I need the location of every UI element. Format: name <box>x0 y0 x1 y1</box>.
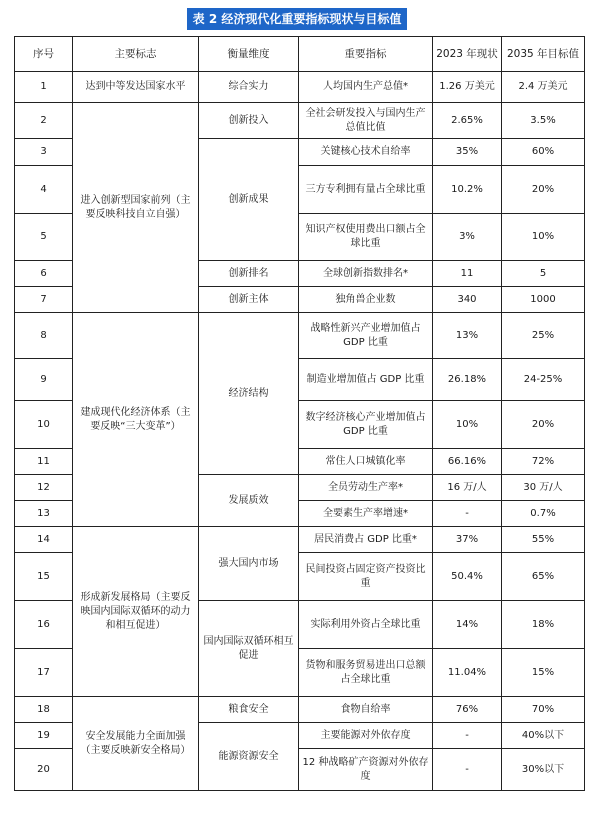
dimension-cell: 创新主体 <box>199 287 299 313</box>
target-value: 65% <box>502 553 585 601</box>
indicator-cell: 三方专利拥有量占全球比重 <box>299 166 433 214</box>
indicator-cell: 实际利用外资占全球比重 <box>299 601 433 649</box>
current-value: - <box>433 501 502 527</box>
current-value: 11 <box>433 261 502 287</box>
table-row <box>15 103 585 139</box>
row-number: 11 <box>15 449 73 475</box>
indicator-cell: 全员劳动生产率* <box>299 475 433 501</box>
indicator-cell: 民间投资占固定资产投资比重 <box>299 553 433 601</box>
main-mark-cell: 形成新发展格局（主要反映国内国际双循环的动力和相互促进） <box>73 527 199 697</box>
dimension-cell: 能源资源安全 <box>199 723 299 791</box>
indicator-cell: 独角兽企业数 <box>299 287 433 313</box>
current-value: - <box>433 749 502 791</box>
indicator-cell: 全社会研发投入与国内生产总值比值 <box>299 103 433 139</box>
current-value: 50.4% <box>433 553 502 601</box>
row-number: 17 <box>15 649 73 697</box>
main-mark-cell: 进入创新型国家前列（主要反映科技自立自强） <box>73 103 199 313</box>
row-number: 7 <box>15 287 73 313</box>
indicator-cell: 制造业增加值占 GDP 比重 <box>299 359 433 401</box>
header-cell: 衡量维度 <box>199 37 299 72</box>
current-value: 13% <box>433 313 502 359</box>
indicator-cell: 人均国内生产总值* <box>299 72 433 103</box>
indicator-cell: 关键核心技术自给率 <box>299 139 433 166</box>
current-value: - <box>433 723 502 749</box>
target-value: 3.5% <box>502 103 585 139</box>
target-value: 72% <box>502 449 585 475</box>
row-number: 3 <box>15 139 73 166</box>
indicator-cell: 全球创新指数排名* <box>299 261 433 287</box>
target-value: 0.7% <box>502 501 585 527</box>
row-number: 19 <box>15 723 73 749</box>
dimension-cell: 综合实力 <box>199 72 299 103</box>
current-value: 37% <box>433 527 502 553</box>
target-value: 30 万/人 <box>502 475 585 501</box>
table-row <box>15 72 585 103</box>
table-row <box>15 697 585 723</box>
table-row <box>15 527 585 553</box>
target-value: 1000 <box>502 287 585 313</box>
row-number: 14 <box>15 527 73 553</box>
target-value: 10% <box>502 214 585 261</box>
dimension-cell: 经济结构 <box>199 313 299 475</box>
current-value: 10.2% <box>433 166 502 214</box>
table-title-bar <box>0 8 594 30</box>
row-number: 5 <box>15 214 73 261</box>
row-number: 16 <box>15 601 73 649</box>
header-cell: 序号 <box>15 37 73 72</box>
target-value: 60% <box>502 139 585 166</box>
dimension-cell: 创新成果 <box>199 139 299 261</box>
current-value: 35% <box>433 139 502 166</box>
target-value: 40%以下 <box>502 723 585 749</box>
row-number: 1 <box>15 72 73 103</box>
row-number: 18 <box>15 697 73 723</box>
indicator-cell: 12 种战略矿产资源对外依存度 <box>299 749 433 791</box>
target-value: 24-25% <box>502 359 585 401</box>
target-value: 70% <box>502 697 585 723</box>
current-value: 1.26 万美元 <box>433 72 502 103</box>
dimension-cell: 强大国内市场 <box>199 527 299 601</box>
current-value: 2.65% <box>433 103 502 139</box>
target-value: 15% <box>502 649 585 697</box>
target-value: 55% <box>502 527 585 553</box>
target-value: 5 <box>502 261 585 287</box>
indicator-cell: 货物和服务贸易进出口总额占全球比重 <box>299 649 433 697</box>
indicator-cell: 战略性新兴产业增加值占 GDP 比重 <box>299 313 433 359</box>
dimension-cell: 创新排名 <box>199 261 299 287</box>
target-value: 30%以下 <box>502 749 585 791</box>
main-mark-cell: 安全发展能力全面加强（主要反映新安全格局） <box>73 697 199 791</box>
header-cell: 2035 年目标值 <box>502 37 585 72</box>
current-value: 66.16% <box>433 449 502 475</box>
dimension-cell: 创新投入 <box>199 103 299 139</box>
indicator-cell: 主要能源对外依存度 <box>299 723 433 749</box>
header-cell: 主要标志 <box>73 37 199 72</box>
table-title: 表 2 经济现代化重要指标现状与目标值 <box>187 8 408 30</box>
row-number: 20 <box>15 749 73 791</box>
row-number: 12 <box>15 475 73 501</box>
row-number: 6 <box>15 261 73 287</box>
main-mark-cell: 建成现代化经济体系（主要反映“三大变革”） <box>73 313 199 527</box>
header-cell: 重要指标 <box>299 37 433 72</box>
row-number: 15 <box>15 553 73 601</box>
row-number: 8 <box>15 313 73 359</box>
indicator-cell: 全要素生产率增速* <box>299 501 433 527</box>
target-value: 18% <box>502 601 585 649</box>
indicator-cell: 数字经济核心产业增加值占 GDP 比重 <box>299 401 433 449</box>
current-value: 340 <box>433 287 502 313</box>
target-value: 20% <box>502 401 585 449</box>
row-number: 13 <box>15 501 73 527</box>
indicator-cell: 居民消费占 GDP 比重* <box>299 527 433 553</box>
current-value: 14% <box>433 601 502 649</box>
current-value: 3% <box>433 214 502 261</box>
current-value: 26.18% <box>433 359 502 401</box>
indicator-table <box>14 36 585 791</box>
current-value: 76% <box>433 697 502 723</box>
current-value: 11.04% <box>433 649 502 697</box>
target-value: 2.4 万美元 <box>502 72 585 103</box>
main-mark-cell: 达到中等发达国家水平 <box>73 72 199 103</box>
row-number: 9 <box>15 359 73 401</box>
target-value: 25% <box>502 313 585 359</box>
row-number: 2 <box>15 103 73 139</box>
table-row <box>15 313 585 359</box>
indicator-cell: 食物自给率 <box>299 697 433 723</box>
header-row <box>15 37 585 72</box>
dimension-cell: 国内国际双循环相互促进 <box>199 601 299 697</box>
dimension-cell: 粮食安全 <box>199 697 299 723</box>
row-number: 10 <box>15 401 73 449</box>
indicator-cell: 常住人口城镇化率 <box>299 449 433 475</box>
dimension-cell: 发展质效 <box>199 475 299 527</box>
indicator-cell: 知识产权使用费出口额占全球比重 <box>299 214 433 261</box>
header-cell: 2023 年现状 <box>433 37 502 72</box>
current-value: 10% <box>433 401 502 449</box>
current-value: 16 万/人 <box>433 475 502 501</box>
target-value: 20% <box>502 166 585 214</box>
row-number: 4 <box>15 166 73 214</box>
